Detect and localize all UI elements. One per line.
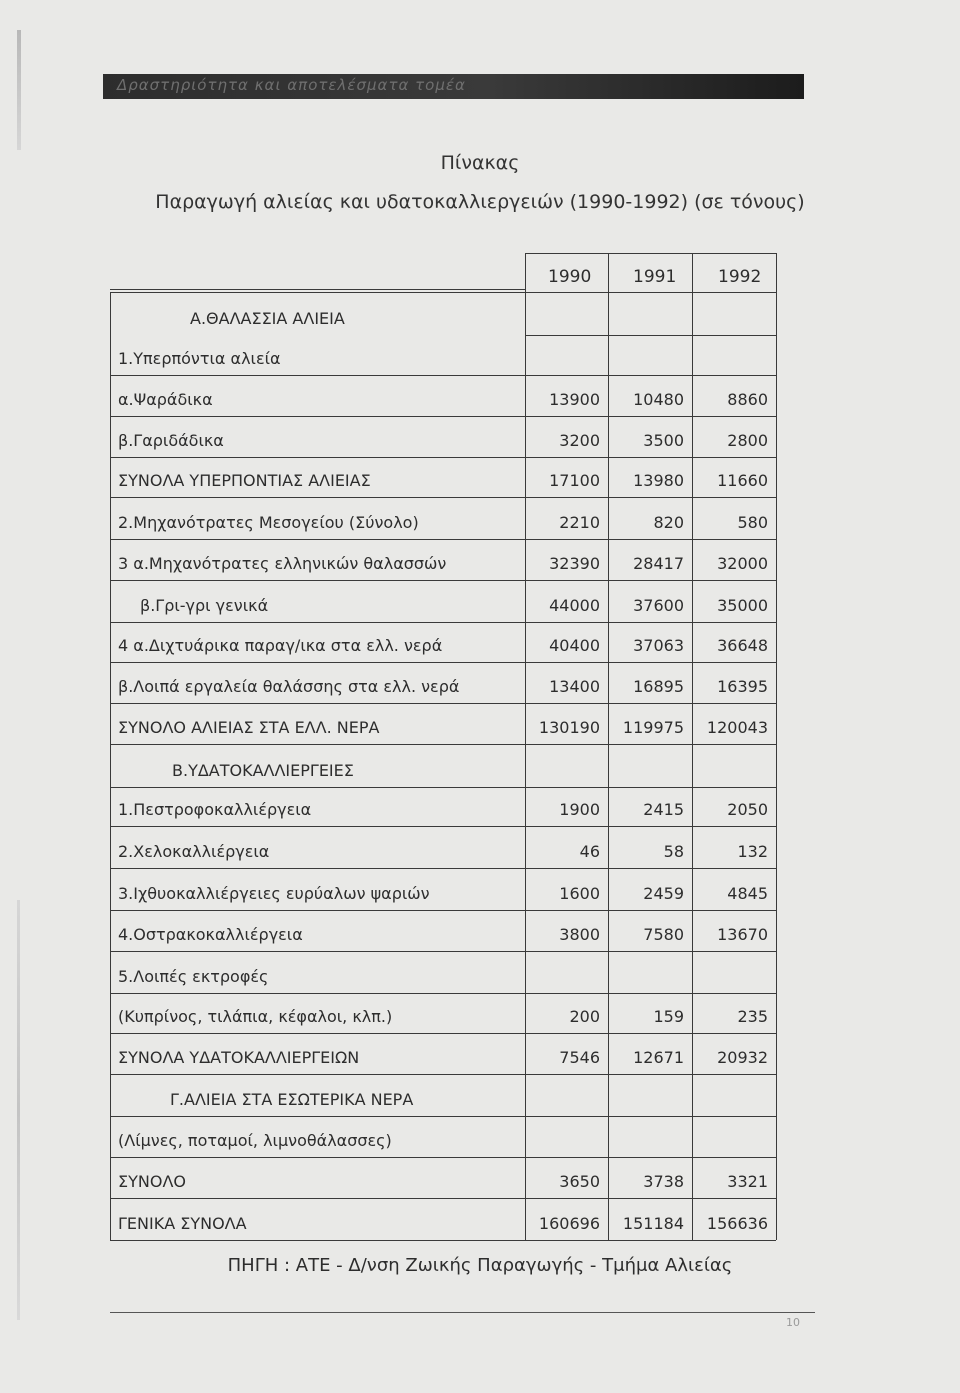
table-rule [110, 662, 776, 663]
cell-value: 1600 [559, 884, 600, 903]
cell-value: 16895 [633, 677, 684, 696]
cell-value: 58 [663, 842, 684, 861]
row-label: 2.Χελοκαλλιέργεια [118, 842, 270, 861]
cell-value: 3200 [559, 431, 600, 450]
cell-value: 8860 [727, 390, 768, 409]
row-label: ΣΥΝΟΛΑ ΥΔΑΤΟΚΑΛΛΙΕΡΓΕΙΩΝ [118, 1048, 360, 1067]
table-rule [110, 292, 111, 1240]
cell-value: 2415 [643, 800, 684, 819]
table-rule [110, 497, 776, 498]
row-label: β.Γρι-γρι γενικά [140, 596, 269, 615]
table-rule [525, 253, 526, 1240]
cell-value: 3738 [643, 1172, 684, 1191]
cell-value: 119975 [622, 718, 684, 737]
row-label: 3.Ιχθυοκαλλιέργειες ευρύαλων ψαριών [118, 884, 430, 903]
table-rule [110, 457, 776, 458]
cell-value: 12671 [633, 1048, 684, 1067]
cell-value: 156636 [706, 1214, 768, 1233]
cell-value: 159 [653, 1007, 684, 1026]
cell-value: 1900 [559, 800, 600, 819]
cell-value: 2210 [559, 513, 600, 532]
table-rule [110, 1157, 776, 1158]
header-banner-text: Δραστηριότητα και αποτελέσματα τομέα [117, 76, 466, 94]
source-note: ΠΗΓΗ : ΑΤΕ - Δ/νση Ζωικής Παραγωγής - Τμήμα Αλιείας [227, 1255, 733, 1276]
scan-artifact [17, 30, 21, 150]
cell-value: 3321 [727, 1172, 768, 1191]
table-rule [110, 1198, 776, 1199]
cell-value: 2800 [727, 431, 768, 450]
table-rule [110, 375, 776, 376]
cell-value: 35000 [717, 596, 768, 615]
cell-value: 7580 [643, 925, 684, 944]
cell-value: 40400 [549, 636, 600, 655]
cell-value: 132 [737, 842, 768, 861]
cell-value: 37063 [633, 636, 684, 655]
cell-value: 32000 [717, 554, 768, 573]
cell-value: 160696 [538, 1214, 600, 1233]
row-label: ΣΥΝΟΛΟ ΑΛΙΕΙΑΣ ΣΤΑ ΕΛΛ. ΝΕΡΑ [118, 718, 380, 737]
cell-value: 580 [737, 513, 768, 532]
row-label: ΣΥΝΟΛΑ ΥΠΕΡΠΟΝΤΙΑΣ ΑΛΙΕΙΑΣ [118, 471, 371, 490]
cell-value: 16395 [717, 677, 768, 696]
table-rule [110, 1116, 776, 1117]
cell-value: 46 [579, 842, 600, 861]
table-rule [525, 253, 776, 254]
table-rule [110, 1240, 776, 1241]
table-title: Πίνακας [440, 152, 520, 174]
cell-value: 235 [737, 1007, 768, 1026]
year-header: 1991 [633, 267, 677, 287]
cell-value: 130190 [538, 718, 600, 737]
table-rule [110, 1074, 776, 1075]
table-rule [110, 951, 776, 952]
row-label: 1.Πεστροφοκαλλιέργεια [118, 800, 312, 819]
row-label: 2.Μηχανότρατες Μεσογείου (Σύνολο) [118, 513, 419, 532]
cell-value: 4845 [727, 884, 768, 903]
cell-value: 11660 [717, 471, 768, 490]
table-rule [110, 826, 776, 827]
cell-value: 37600 [633, 596, 684, 615]
header-banner [103, 74, 804, 99]
row-label: Β.ΥΔΑΤΟΚΑΛΛΙΕΡΓΕΙΕΣ [172, 761, 354, 780]
cell-value: 7546 [559, 1048, 600, 1067]
row-label: Γ.ΑΛΙΕΙΑ ΣΤΑ ΕΣΩΤΕΡΙΚΑ ΝΕΡΑ [170, 1090, 414, 1109]
table-rule [110, 787, 776, 788]
table-rule [110, 580, 776, 581]
table-rule [110, 289, 525, 290]
table-rule [110, 744, 776, 745]
cell-value: 3800 [559, 925, 600, 944]
row-label: (Λίμνες, ποταμοί, λιμνοθάλασσες) [118, 1131, 392, 1150]
table-rule [525, 335, 776, 336]
cell-value: 3500 [643, 431, 684, 450]
table-rule [110, 868, 776, 869]
row-label: 1.Υπερπόντια αλιεία [118, 349, 281, 368]
cell-value: 120043 [706, 718, 768, 737]
table-rule [110, 703, 776, 704]
table-rule [110, 416, 776, 417]
table-rule [110, 1033, 776, 1034]
cell-value: 13400 [549, 677, 600, 696]
cell-value: 13670 [717, 925, 768, 944]
cell-value: 10480 [633, 390, 684, 409]
row-label: 3 α.Μηχανότρατες ελληνικών θαλασσών [118, 554, 447, 573]
table-rule [110, 622, 776, 623]
table-rule [110, 993, 776, 994]
row-label: β.Λοιπά εργαλεία θαλάσσης στα ελλ. νερά [118, 677, 460, 696]
cell-value: 2459 [643, 884, 684, 903]
cell-value: 13900 [549, 390, 600, 409]
cell-value: 3650 [559, 1172, 600, 1191]
row-label: β.Γαριδάδικα [118, 431, 224, 450]
row-label: 4.Οστρακοκαλλιέργεια [118, 925, 303, 944]
page-number: 10 [786, 1316, 800, 1329]
cell-value: 20932 [717, 1048, 768, 1067]
cell-value: 200 [569, 1007, 600, 1026]
table-rule [110, 539, 776, 540]
table-subtitle: Παραγωγή αλιείας και υδατοκαλλιεργειών (1990-1992) (σε τόνους) [155, 191, 805, 213]
table-rule [110, 910, 776, 911]
table-rule [110, 292, 776, 293]
row-label: ΓΕΝΙΚΑ ΣΥΝΟΛΑ [118, 1214, 247, 1233]
cell-value: 13980 [633, 471, 684, 490]
table-rule [776, 253, 777, 1240]
row-label: α.Ψαράδικα [118, 390, 213, 409]
cell-value: 151184 [622, 1214, 684, 1233]
cell-value: 44000 [549, 596, 600, 615]
year-header: 1990 [548, 267, 592, 287]
row-label: ΣΥΝΟΛΟ [118, 1172, 186, 1191]
cell-value: 820 [653, 513, 684, 532]
cell-value: 32390 [549, 554, 600, 573]
cell-value: 28417 [633, 554, 684, 573]
row-label: Α.ΘΑΛΑΣΣΙΑ ΑΛΙΕΙΑ [190, 309, 345, 328]
row-label: (Κυπρίνος, τιλάπια, κέφαλοι, κλπ.) [118, 1007, 393, 1026]
row-label: 4 α.Διχτυάρικα παραγ/ικα στα ελλ. νερά [118, 636, 443, 655]
table-rule [608, 253, 609, 1240]
cell-value: 36648 [717, 636, 768, 655]
cell-value: 17100 [549, 471, 600, 490]
table-rule [692, 253, 693, 1240]
cell-value: 2050 [727, 800, 768, 819]
footer-rule [110, 1312, 815, 1313]
year-header: 1992 [718, 267, 762, 287]
row-label: 5.Λοιπές εκτροφές [118, 967, 269, 986]
